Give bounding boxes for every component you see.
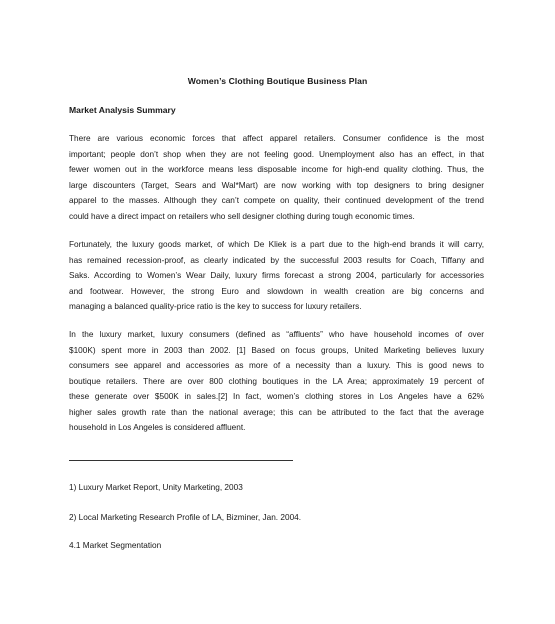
paragraph-luxury-consumers (69, 327, 484, 436)
paragraph-line: $100K) spent more in 2003 than 2002. [1] Based on focus groups, United Marketing believes luxury (69, 345, 484, 355)
paragraph-line: higher sales growth rate than the national average; this can be attributed to the fact that the average (69, 407, 484, 417)
footnote-1: 1) Luxury Market Report, Unity Marketing, 2003 (69, 483, 243, 492)
footnote-divider (69, 460, 293, 461)
section-title-market-segmentation: 4.1 Market Segmentation (69, 541, 162, 550)
paragraph-line: apparel to the masses. Although they can’t compete on quality, their continued development of the trend (69, 196, 484, 205)
paragraph-line: Fortunately, the luxury goods market, of which De Kliek is a part due to the high-end brands it will carry, (69, 240, 484, 249)
paragraph-line: these generate over $500K in sales.[2] In fact, women’s clothing stores in Los Angeles have a 62% (69, 392, 484, 401)
paragraph-line: large discounters (Target, Sears and Wal*Mart) are now working with top designers to bring designer (69, 180, 484, 190)
paragraph-line: and footwear. However, the strong Euro and slowdown in wealth creation are big concerns and (69, 286, 484, 296)
paragraph-luxury-market (69, 237, 484, 315)
paragraph-economic-forces (69, 131, 484, 224)
paragraph-line: Saks. According to Women’s Wear Daily, luxury firms forecast a strong 2004, particularly for accessories (69, 271, 484, 280)
paragraph-line: managing a balanced quality-price ratio is the key to success for luxury retailers. (69, 302, 362, 311)
paragraph-line: important; people don’t shop when they are not feeling good. Unemployment also has an effect, in that (69, 149, 484, 159)
paragraph-line: consumers see apparel and accessories as more of a necessity than a luxury. This is good news to (69, 361, 484, 370)
paragraph-line: There are various economic forces that affect apparel retailers. Consumer confidence is the most (69, 134, 484, 143)
paragraph-line: In the luxury market, luxury consumers (defined as “affluents” who have household incomes of over (69, 330, 484, 339)
paragraph-line: household in Los Angeles is considered affluent. (69, 423, 246, 432)
paragraph-line: boutique retailers. There are over 800 clothing boutiques in the LA Area; approximately 19 percent of (69, 376, 484, 386)
section-heading: Market Analysis Summary (69, 105, 176, 115)
footnote-2: 2) Local Marketing Research Profile of LA, Bizminer, Jan. 2004. (69, 513, 302, 522)
paragraph-line: fewer women out in the workforce means less disposable income for high-end quality clothing. Thus, the (69, 165, 484, 174)
paragraph-line: has remained recession-proof, as clearly indicated by the successful 2003 results for Coach, Tiffany and (69, 255, 484, 265)
paragraph-line: could have a direct impact on retailers who sell designer clothing during tough economic times. (69, 211, 415, 221)
document-title: Women’s Clothing Boutique Business Plan (187, 76, 368, 86)
